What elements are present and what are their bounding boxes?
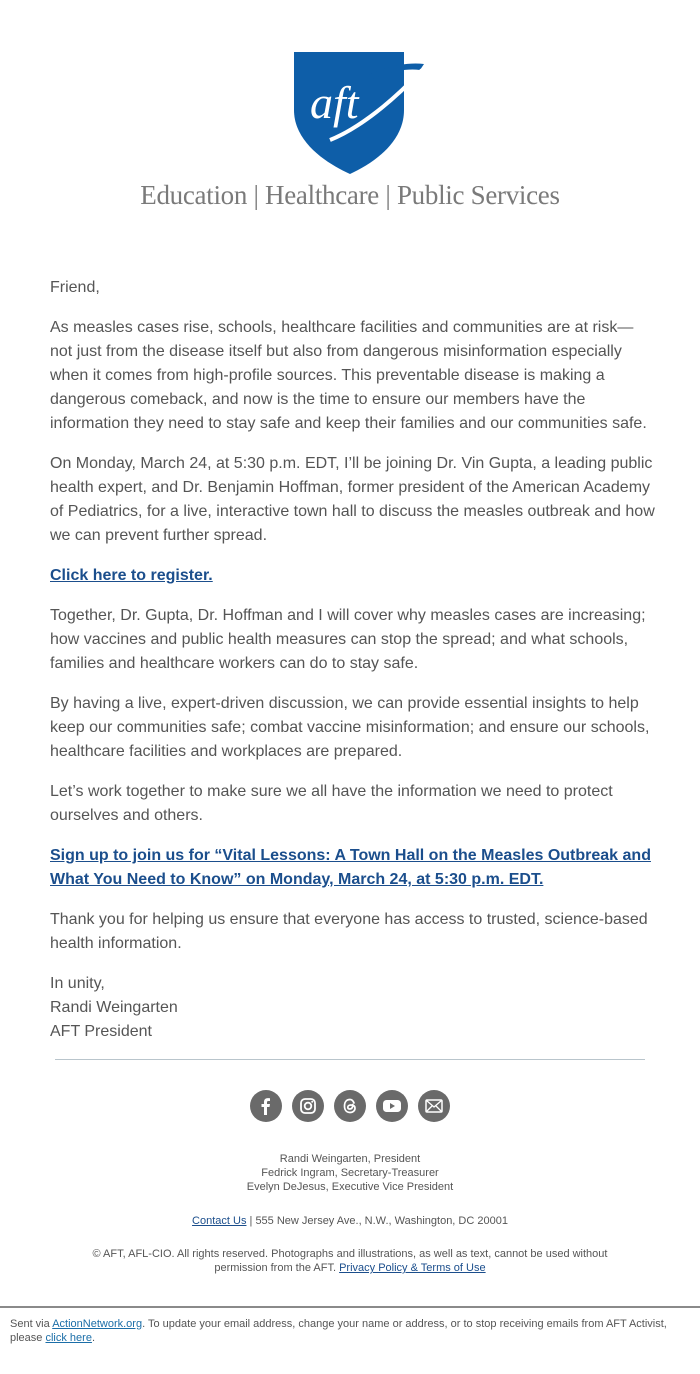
register-paragraph — [50, 564, 655, 588]
signer-name: Randi Weingarten — [50, 999, 178, 1016]
email-body — [50, 276, 655, 1044]
aft-logo-wordmark: aft — [310, 77, 359, 128]
closing: In unity, — [50, 975, 105, 992]
sent-divider — [0, 1306, 700, 1308]
instagram-icon[interactable] — [292, 1090, 324, 1122]
contact-us-link[interactable]: Contact Us — [192, 1215, 247, 1227]
paragraph-2: On Monday, March 24, at 5:30 p.m. EDT, I’ll be joining Dr. Vin Gupta, a leading public health expert, and Dr. Benjamin Hoffman, former president of the American Academy of Pediatrics, for a live, interactive town hall to discuss the measles outbreak and how we can prevent further spread. — [50, 455, 655, 544]
signup-paragraph — [50, 844, 655, 892]
paragraph-1: As measles cases rise, schools, healthcare facilities and communities are at risk—not just from the disease itself but also from dangerous misinformation especially when it comes from high-profile sources. This preventable disease is making a dangerous comeback, and now is the time to ensure our members have the information they need to stay safe and keep their families and our communities safe. — [50, 319, 647, 432]
paragraph-3: Together, Dr. Gupta, Dr. Hoffman and I will cover why measles cases are increasing; how vaccines and public health measures can stop the spread; and what schools, families and healthcare workers can do to stay safe. — [50, 607, 646, 672]
signup-link[interactable]: Sign up to join us for “Vital Lessons: A Town Hall on the Measles Outbreak and What You Need to Know” on Monday, March 24, at 5:30 p.m. EDT. — [50, 847, 651, 888]
facebook-icon[interactable] — [250, 1090, 282, 1122]
signer-title: AFT President — [50, 1023, 152, 1040]
sent-middle: . To update your email address, change your name or address, or to stop receiving emails from AFT Activist, please — [10, 1318, 667, 1344]
privacy-policy-link[interactable]: Privacy Policy & Terms of Use — [339, 1262, 486, 1274]
copyright-notice — [80, 1247, 620, 1275]
register-link[interactable]: Click here to register. — [50, 567, 213, 584]
officers-list — [0, 1152, 700, 1194]
mailing-address: | 555 New Jersey Ave., N.W., Washington, DC 20001 — [246, 1215, 508, 1227]
paragraph-6: Thank you for helping us ensure that everyone has access to trusted, science-based health information. — [50, 911, 648, 952]
social-links — [0, 1090, 700, 1122]
officer-secretary-treasurer: Fedrick Ingram, Secretary-Treasurer — [261, 1167, 439, 1179]
copyright-text: © AFT, AFL-CIO. All rights reserved. Photographs and illustrations, as well as text, cannot be used without permission from the AFT. — [92, 1248, 608, 1274]
officer-president: Randi Weingarten, President — [279, 1153, 421, 1165]
email-icon[interactable] — [418, 1090, 450, 1122]
greeting: Friend, — [50, 279, 100, 296]
tagline: Education | Healthcare | Public Services — [140, 180, 560, 210]
unsubscribe-link[interactable]: click here — [45, 1332, 92, 1344]
aft-logo — [290, 48, 426, 178]
sent-via-notice — [10, 1317, 690, 1345]
sent-prefix: Sent via — [10, 1318, 53, 1330]
contact-line — [0, 1214, 700, 1228]
sent-suffix: . — [91, 1332, 96, 1344]
youtube-icon[interactable] — [376, 1090, 408, 1122]
officer-executive-vp: Evelyn DeJesus, Executive Vice President — [246, 1181, 454, 1193]
paragraph-4: By having a live, expert-driven discussion, we can provide essential insights to help keep our communities safe; combat vaccine misinformation; and ensure our schools, healthcare facilities and workplaces are prepared. — [50, 695, 650, 760]
threads-icon[interactable] — [334, 1090, 366, 1122]
signature — [50, 972, 655, 1044]
email-header — [0, 0, 700, 240]
divider — [55, 1059, 645, 1060]
paragraph-5: Let’s work together to make sure we all have the information we need to protect ourselves and others. — [50, 783, 613, 824]
actionnetwork-link[interactable]: ActionNetwork.org — [52, 1318, 143, 1330]
